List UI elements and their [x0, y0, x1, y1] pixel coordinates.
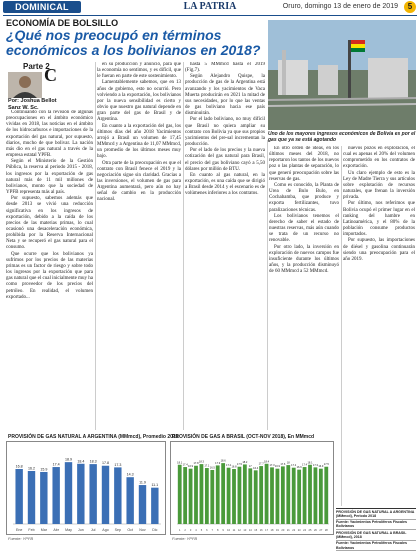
chart-tick-label: 7 [211, 529, 214, 532]
chart-tick-label: Ago [102, 528, 109, 532]
paragraph: Por supuesto, las importaciones de diésel y gasolina continuarán siendo una preocupación para el año 2019. [343, 238, 415, 262]
chart-bar [314, 467, 318, 524]
chart-data-label: 16.6 [296, 466, 302, 470]
article-column-4 [269, 146, 339, 428]
article-headline: ¿Qué nos preocupó en términos económicos a los bolivianos en 2018? [6, 27, 261, 58]
column-divider [95, 62, 96, 430]
chart-bar [52, 467, 59, 524]
chart-data-label: 17.1 [204, 464, 210, 468]
paragraph: Según Alejandro Quispe, la producción de gas de la Argentina está avanzando y los yacimientos de Vaca Muerta producirán en 2021 la mitad de sus necesidades, por lo que las ventas de gas boliviano hacia ese país disminuirán. [185, 74, 265, 117]
chart-tick-label: 21 [286, 529, 290, 532]
masthead: LA PATRIA [183, 1, 237, 12]
chart-tick-label: 16 [259, 529, 263, 532]
chart-tick-label: 8 [216, 529, 219, 532]
paragraph: Por el lado boliviano, no muy difícil que Brasil no quiera ampliar su contrato con Bolivia ya que sus propios yacimientos del pre-sal incrementan la producción. [185, 117, 265, 148]
chart-bar [126, 477, 133, 524]
chart-tick-label: 1 [178, 529, 181, 532]
chart-bar [232, 469, 236, 524]
chart-bar [303, 467, 307, 524]
drop-cap: C [44, 65, 57, 85]
chart-bar [324, 467, 328, 524]
article-column-1 [6, 110, 93, 428]
paragraph: En cuanto al gas natural, en la exportación, es una caída que se dirigió a Brasil desde 2014 y el escenario es de volúmenes inferiores a los contratos. [185, 172, 265, 197]
chart-tick-label: 24 [303, 529, 307, 532]
chart-data-label: 18.4 [264, 460, 270, 464]
chart-bar [194, 466, 198, 524]
chart-bar [205, 468, 209, 524]
section-label: ECONOMÍA DE BOLSILLO [6, 18, 119, 28]
paragraph: Que ocurre que los bolivianos ya sufrimos por los precios de las materias primas es un factor de riesgo y sobre todo los ingresos por la exportación que para gas natural que el cual inicialmente muy ha como proveedor de los precios del petróleo. En realidad, el volumen exportado... [6, 251, 93, 300]
chart-tick-label: 19 [275, 529, 279, 532]
paragraph: Otra parte de la preocupación es que el contrato con Brasil fenece el 2019 y la negociación sigue sin claridad. Gracias a las inversiones, el volumen de gas para Argentina aumentará, pero aún no hay señal de cambio en la producción nacional. [97, 160, 181, 203]
article-column-5 [343, 146, 415, 504]
chart-data-label: 17 [248, 464, 252, 468]
chart-tick-label: 17 [265, 529, 269, 532]
info-line: Fuente: Yacimientos Petrolíferos Fiscales Bolivianos [336, 541, 416, 551]
chart-bar [178, 465, 182, 524]
chart-data-label: 17.8 [102, 461, 109, 466]
chart-tick-label: 9 [222, 529, 224, 532]
chart-bar [319, 469, 323, 524]
chart-data-label: 16.8 [15, 464, 23, 469]
chart-brasil-svg [171, 442, 333, 534]
chart-tick-label: Nov [139, 528, 146, 532]
article-column-3 [185, 62, 265, 428]
chart-data-label: 18.4 [77, 459, 85, 464]
chart-tick-label: Feb [28, 528, 35, 532]
chart-tick-label: 5 [200, 529, 203, 532]
chart-data-label: 16.2 [28, 466, 35, 471]
chart-data-label: 16.4 [253, 466, 259, 470]
chart-argentina-svg [7, 442, 165, 534]
paragraph: Los bolivianos tenemos el derecho de saber el estado de nuestras reservas, más aún cuando se trata de un recurso no renovable. [269, 213, 339, 244]
chart-tick-label: 14 [248, 529, 252, 532]
chart-tick-label: 22 [292, 529, 296, 532]
info-line: PROVISIÓN DE GAS NATURAL A ARGENTINA (MMmcd), Periodo 2018 [336, 509, 415, 518]
chart-tick-label: 13 [243, 529, 247, 532]
paragraph: En otro orden de ideas, en los últimos meses del 2018, no reportaron los tantos de los nuevos poz o las plantas de separación, lo que generó preocupación sobre las reservas de gas. [269, 146, 339, 182]
chart-bar [139, 485, 146, 524]
chart-data-label: 17.9 [215, 461, 221, 465]
chart-tick-label: 23 [297, 529, 301, 532]
chart-bar [221, 463, 225, 524]
chart-tick-label: 6 [206, 529, 208, 532]
paragraph: Por último, nos referimos que Bolivia ocupó el primer lugar en el ranking del hambre en Latinoamérica, y el 80% de la población consume productos importados. [343, 201, 415, 238]
article-column-1-top [44, 66, 92, 106]
chart-bar [200, 464, 204, 524]
paragraph: Continuando con la revisión de algunas preocupaciones en el ámbito económico vividas en 2018, las noticias en el ámbito de los hidrocarburos e importaciones de la exportación del gas natural, por supuesto, diarios, mucho de que bolivar. La nación más dio en el gas natural a través de la empresa estatal YPFB. [6, 110, 93, 159]
chart-tick-label: 27 [319, 529, 323, 532]
chart-data-label: 17.3 [114, 462, 122, 467]
chart-bar [292, 468, 296, 524]
paragraph: En cuanto a la exportación del gas, los últimos días del año 2018 Yacimientos arrojó a Brasil un volumen de 17,45 MMmcd y a Argentina de 11,07 MMmcd, un promedio de los últimos meses muy bajo. [97, 123, 181, 160]
chart-data-label: 16.9 [318, 465, 324, 469]
chart-bar [77, 464, 84, 524]
header-rule [3, 15, 417, 16]
chart-bar [114, 467, 121, 524]
chart-tick-label: Oct [127, 528, 133, 532]
chart-data-label: 17.2 [226, 464, 232, 468]
chart-bar [28, 471, 35, 524]
chart-bar [254, 470, 258, 524]
chart-tick-label: 12 [237, 529, 241, 532]
chart-bar [308, 465, 312, 524]
chart-bar [286, 465, 290, 524]
chart-bar [238, 467, 242, 524]
chart-data-label: 17.4 [182, 463, 188, 467]
photo-caption: Uno de los mayores ingresos económicos de Bolivia es por el gas que ya se está agotando [268, 131, 416, 143]
chart-bar [40, 472, 47, 524]
chart-data-label: 15.9 [40, 467, 48, 472]
article-part: Parte 2 [23, 62, 50, 71]
chart-data-label: 18.9 [65, 457, 72, 462]
chart-tick-label: 2 [184, 529, 186, 532]
paragraph: hasta 5 MMmcd hasta el 2019 (Fig.7). [185, 62, 265, 74]
page-header [0, 0, 420, 14]
info-line: Fuente: Yacimientos Petrolíferos Fiscales Bolivianos [336, 520, 416, 531]
chart-bar [243, 464, 247, 524]
chart-data-label: 17.7 [258, 462, 264, 466]
chart-data-label: 17.3 [312, 463, 318, 467]
chart-bar [89, 464, 96, 524]
chart-bar [210, 470, 214, 524]
chart-data-label: 17.6 [280, 462, 286, 466]
chart-bar [265, 464, 269, 524]
chart-tick-label: Jul [90, 528, 96, 532]
chart-tick-label: Ene [15, 528, 23, 532]
dateline: Oruro, domingo 13 de enero de 2019 [282, 3, 398, 10]
chart-tick-label: 3 [189, 529, 192, 532]
chart-argentina-source: Fuente: YPFB [8, 536, 34, 541]
chart-data-label: 11.1 [151, 483, 159, 488]
paragraph: nuevos pozos en exploración, el cual es apenas el 20% del volumen comprometido en los contratos de exportación. [343, 146, 415, 170]
chart-data-label: 18.3 [198, 460, 204, 464]
chart-argentina-title: PROVISIÓN DE GAS NATURAL A ARGENTINA (MMmcd), Promedio 2018 [8, 434, 179, 440]
chart-bar [183, 467, 187, 524]
paragraph: Como es conocido, la Planta de Urea de Bulo Bulo, en Cochabamba, que produce y exporta fertilizantes, tuvo paralizaciones técnicas. [269, 182, 339, 213]
chart-bar [216, 465, 220, 524]
article-column-2 [97, 62, 181, 428]
chart-bar [248, 468, 252, 524]
chart-data-label: 11.9 [139, 480, 146, 485]
chart-tick-label: 4 [195, 529, 197, 532]
paragraph: Por supuesto, sabemos además que desde 2013 se vivió una reducción significativa en los ingresos de exportación, debido a la caída de los precios de las materias primas, lo cual ocasionó una desaceleración económica, prohibida por la Reserva Internacional Neta y se recuperó el gas natural para el consumo. [6, 196, 93, 251]
chart-data-label: 18.1 [177, 461, 183, 465]
chart-bar [65, 462, 72, 524]
chart-tick-label: Sep [114, 528, 122, 532]
paragraph: Por otro lado, la inversión en exploración de nuevos campos fue insuficiente durante los últimos años, y la producción disminuyó de 60 MMmcd a 52 MMmcd. [269, 244, 339, 275]
chart-tick-label: Abr [53, 528, 59, 532]
chart-data-label: 18 [286, 461, 290, 465]
chart-data-label: 16.9 [274, 465, 280, 469]
chart-bar [297, 470, 301, 524]
chart-data-label: 16.9 [188, 465, 194, 469]
column-divider [341, 146, 342, 506]
chart-data-label: 18.2 [242, 460, 248, 464]
chart-data-label: 16.5 [209, 466, 215, 470]
chart-bar [15, 469, 22, 524]
chart-bar [270, 467, 274, 524]
chart-tick-label: Jun [77, 528, 84, 532]
chart-tick-label: 25 [308, 529, 312, 532]
info-line: PROVISIÓN DE GAS NATURAL A BRASIL (MMmcd), 2018 [336, 530, 416, 541]
paragraph: Lamentablemente sabemos, que en 13 años de gobierno, esto no ocurrió. Pero volviendo a la exportación, los bolivianos por la nueva sensibilidad es cierto y obvio que nuestro gas natural depende en gran parte del gas de Brasil y de Argentina. [97, 80, 181, 123]
paragraph: Según el Ministerio de la Gestión Pública, la reserva al periodo 2015 - 2018, los ingresos por la exportación de gas natural más de 11 mil millones de bolivianos, monto que la sociedad de YPFB representa más al país. [6, 159, 93, 196]
author-photo [8, 72, 42, 98]
chart-argentina [6, 441, 166, 535]
chart-data-label: 18.3 [89, 459, 97, 464]
chart-data-label: 17.4 [302, 463, 308, 467]
chart-bar [102, 466, 109, 524]
column-divider [267, 140, 268, 430]
chart-tick-label: 20 [281, 529, 285, 532]
chart-data-label: 16.8 [231, 465, 237, 469]
chart-tick-label: Dic [152, 528, 158, 532]
chart-data-label: 17.3 [269, 463, 275, 467]
page-number: 5 [404, 1, 416, 13]
chart-tick-label: 18 [270, 529, 274, 532]
chart-bar [151, 488, 158, 524]
chart-data-label: 18.1 [307, 461, 313, 465]
chart-tick-label: 10 [227, 529, 231, 532]
chart-data-label: 17.5 [236, 463, 242, 467]
chart-data-label: 17.2 [291, 464, 297, 468]
chart-bar [281, 466, 285, 524]
chart-tick-label: 28 [324, 529, 328, 532]
chart-bar [227, 468, 231, 524]
chart-data-label: 17.8 [193, 462, 199, 466]
chart-tick-label: 26 [313, 529, 317, 532]
brand-badge: DOMINICAL [3, 1, 81, 13]
paragraph: Por el lado de los precios y la nueva cotización del gas natural para Brasil, el precio del gas boliviano cayó a 5,50 dólares por millón de BTU. [185, 148, 265, 172]
gas-plant-photo [268, 20, 416, 130]
info-box [336, 508, 416, 551]
column-divider [183, 62, 184, 430]
chart-data-label: 14.3 [126, 472, 134, 477]
chart-tick-label: Mar [40, 528, 47, 532]
chart-data-label: 17.4 [52, 462, 60, 467]
author-role: Sanz W. Sc. [8, 105, 39, 111]
chart-brasil [170, 441, 334, 535]
chart-bar [276, 469, 280, 524]
chart-tick-label: 11 [232, 529, 236, 532]
chart-data-label: 17.5 [323, 463, 329, 467]
chart-bar [189, 469, 193, 524]
paragraph: en su producción y anunció, para que la economía no sentimos, y es difícil, que le fueran en parte de este sostenimiento. [97, 62, 181, 80]
paragraph: Un claro ejemplo de esto es la Ley de Madre Tierra y sus artículos sobre explotación de recursos naturales, que frenan la inversión privada. [343, 170, 415, 201]
chart-brasil-title: PROVISIÓN DE GAS A BRASIL (OCT-NOV 2018), En MMmcd [172, 434, 315, 440]
chart-brasil-source: Fuente: YPFB [172, 536, 198, 541]
chart-tick-label: 15 [254, 529, 258, 532]
chart-bar [259, 466, 263, 524]
chart-tick-label: May [65, 528, 72, 532]
author-name: Por: Joshua Bellot [8, 98, 57, 104]
chart-data-label: 18.6 [220, 459, 226, 463]
